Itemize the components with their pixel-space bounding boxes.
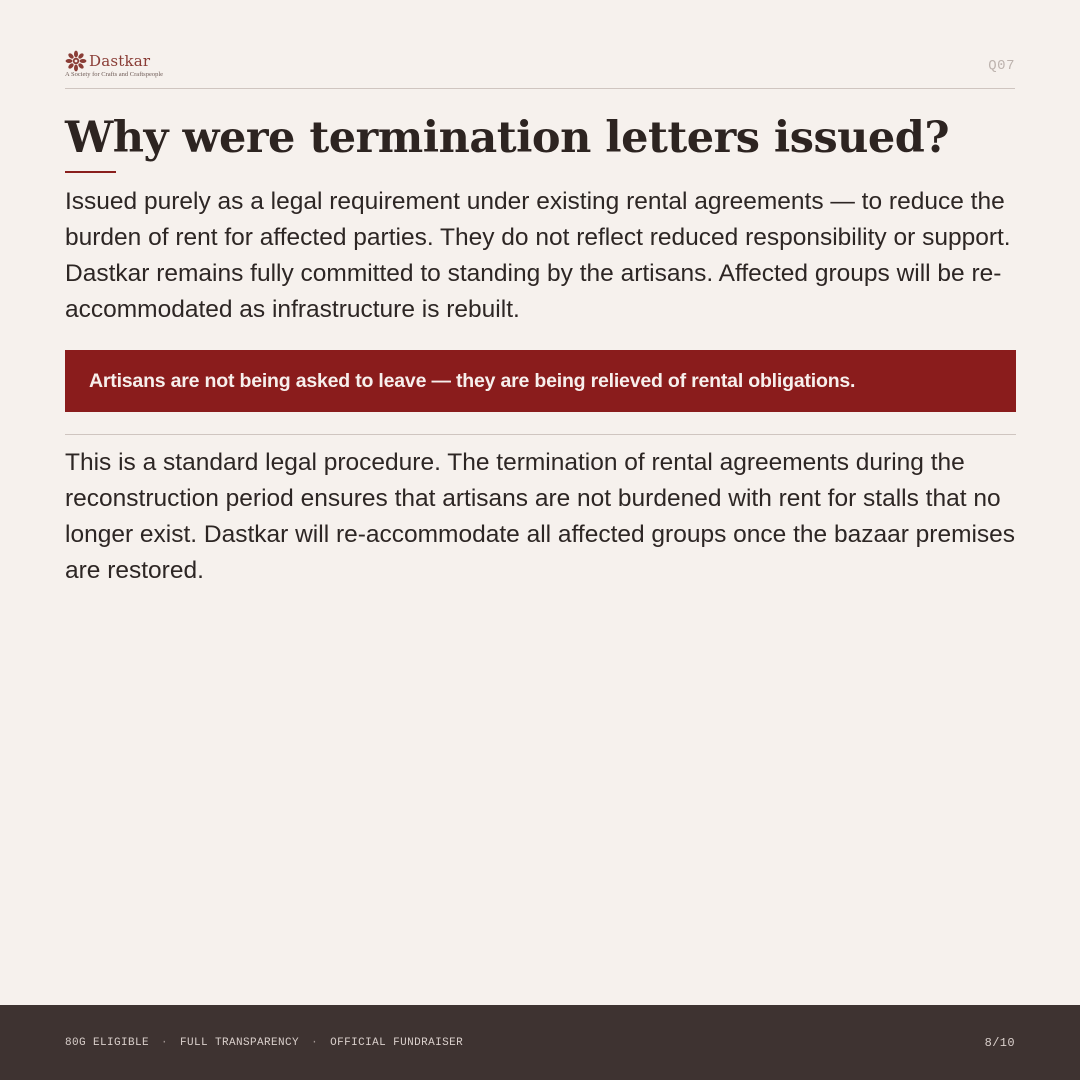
answer-paragraph-2: This is a standard legal procedure. The termination of rental agreements during the reconstruction period ensures that artisans are not burdened with rent for stalls that no longer exist. Dastkar will re-accommodate all affected groups once the bazaar premises are restored. <box>65 449 1016 584</box>
footer-tag: FULL TRANSPARENCY <box>180 1037 300 1049</box>
callout-banner <box>65 350 1016 412</box>
header <box>65 44 1015 89</box>
section-divider <box>65 434 1016 435</box>
footer <box>0 1005 1080 1080</box>
brand-tagline: A Society for Crafts and Craftspeople <box>65 71 164 78</box>
callout-text: Artisans are not being asked to leave — they are being relieved of rental obligations. <box>89 370 856 392</box>
footer-separator: · <box>311 1037 319 1049</box>
question-id: Q07 <box>988 58 1015 74</box>
footer-tag: 80G ELIGIBLE <box>65 1037 150 1049</box>
title-accent-rule <box>65 171 116 173</box>
flower-logo-icon <box>65 50 87 72</box>
footer-separator: · <box>161 1037 169 1049</box>
footer-tag: OFFICIAL FUNDRAISER <box>330 1037 464 1049</box>
page-title: Why were termination letters issued? <box>65 113 950 163</box>
brand-name: Dastkar <box>89 52 151 70</box>
page-number: 8/10 <box>984 1036 1015 1050</box>
brand-logo <box>65 48 175 80</box>
footer-tags <box>65 1036 463 1050</box>
answer-paragraph-1: Issued purely as a legal requirement under existing rental agreements — to reduce the burden of rent for affected parties. They do not reflect reduced responsibility or support. Dastkar remains fully committed to standing by the artisans. Affected groups will be re-accommodated as infrastructure is rebuilt. <box>65 188 1011 323</box>
